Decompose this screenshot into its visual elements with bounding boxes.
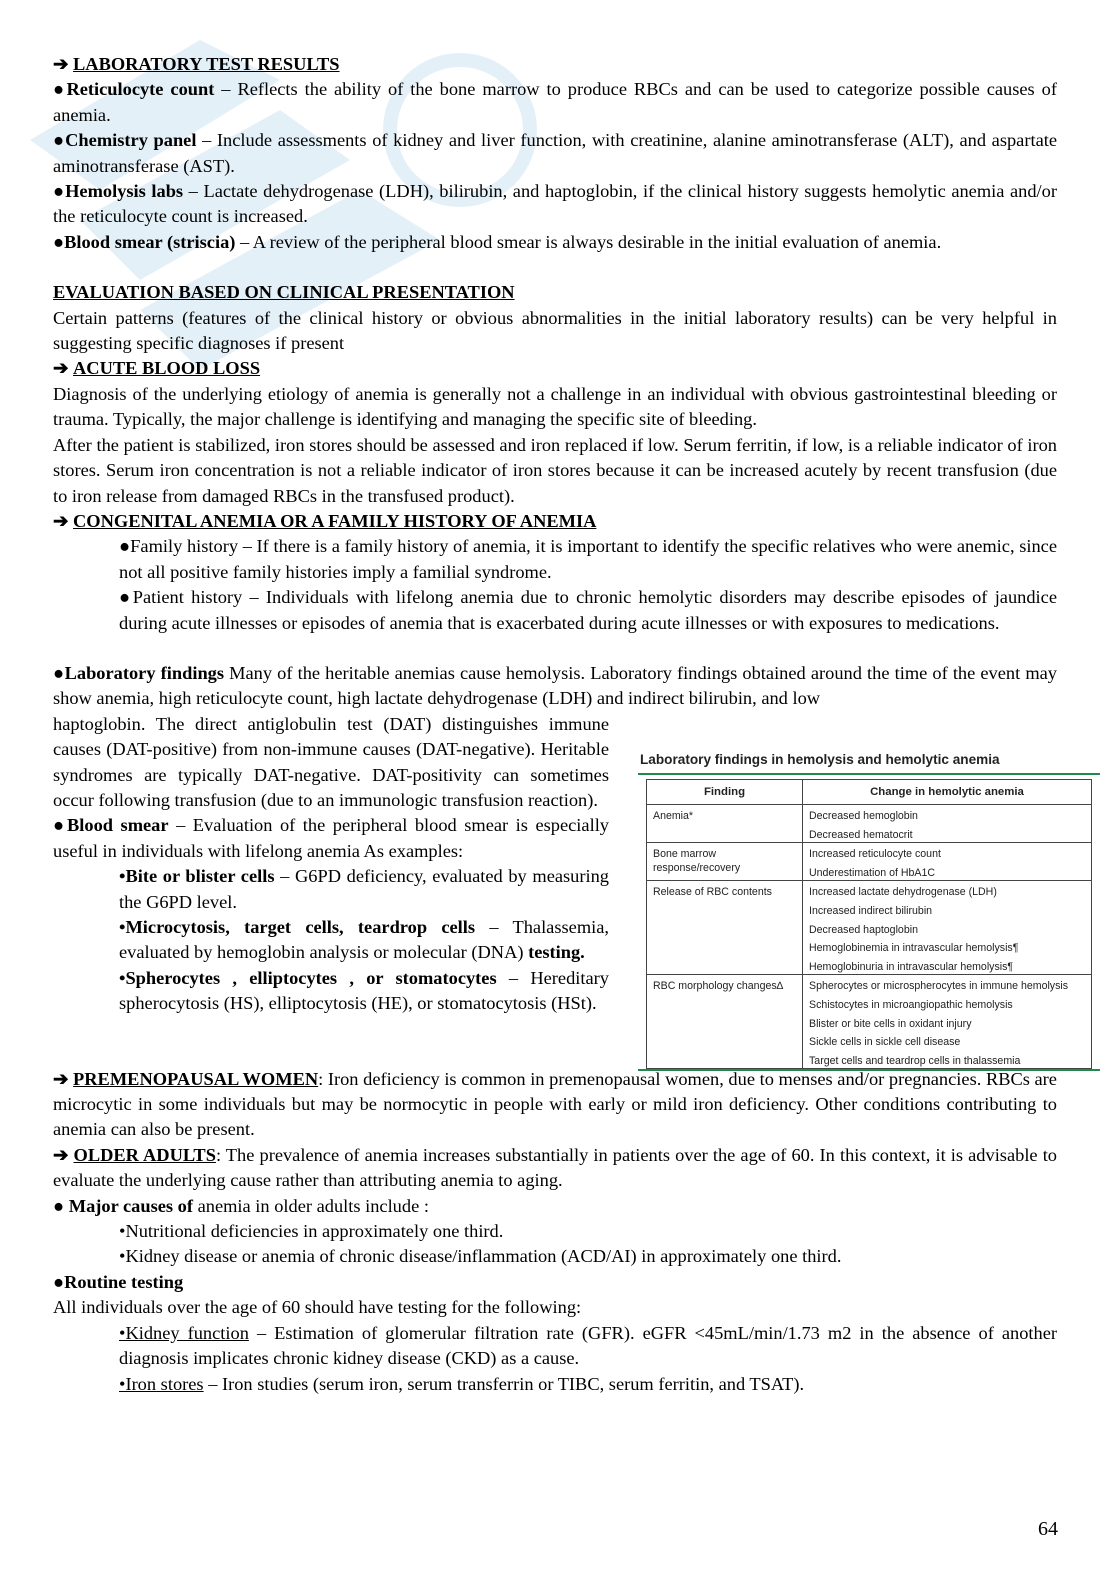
list-item: ●Reticulocyte count – Reflects the ability of the bone marrow to produce RBCs and can be used to categorize possible causes of anemia.: [53, 79, 1057, 125]
smear-example: •Spherocytes , elliptocytes , or stomatocytes – Hereditary spherocytosis (HS), elliptocytosis (HE), or stomatocytosis (HSt).: [119, 967, 609, 1014]
family-history: ●Family history – If there is a family history of anemia, it is important to identify the specific relatives who were anemic, since not all positive family histories imply a familial syndrome.: [119, 536, 1057, 582]
arrow-icon: ➔: [53, 510, 69, 531]
change-cell: Target cells and teardrop cells in thalassemia: [803, 1050, 1092, 1069]
list-item: ●Chemistry panel – Include assessments of kidney and liver function, with creatinine, alanine aminotransferase (ALT), and aspartate aminotransferase (AST).: [53, 130, 1058, 176]
smear-example: •Bite or blister cells – G6PD deficiency, evaluated by measuring the G6PD level.: [119, 866, 610, 912]
older-adults-section: ➔ OLDER ADULTS: The prevalence of anemia increases substantially in patients over the age of 60. In this context, it is advisable to evaluate the underlying cause rather than attributing anemia to aging.: [53, 1144, 1057, 1191]
change-cell: Increased lactate dehydrogenase (LDH): [803, 881, 1092, 900]
change-cell: Blister or bite cells in oxidant injury: [803, 1013, 1092, 1032]
blood-smear: ●Blood smear – Evaluation of the peripheral blood smear is especially useful in individuals with lifelong anemia As examples:: [53, 815, 609, 861]
laboratory-findings-cont: haptoglobin. The direct antiglobulin test (DAT) distinguishes immune causes (DAT-positive) from non-immune causes (DAT-negative). Heritable syndromes are typically DAT-negative. DAT-positivity can sometimes occur following transfusion (due to an immunologic transfusion reaction).: [53, 713, 609, 810]
laboratory-findings: ●Laboratory findings Many of the heritable anemias cause hemolysis. Laboratory findings obtained around the time of the event may show anemia, high reticulocyte count, high lactate dehydrogenase (LDH) and indirect bilirubin, and low: [53, 662, 1057, 709]
list-item: ●Blood smear (striscia) – A review of the peripheral blood smear is always desirable in the initial evaluation of anemia.: [53, 231, 942, 252]
change-cell: Decreased hemoglobin: [803, 805, 1092, 824]
change-cell: Decreased haptoglobin: [803, 919, 1092, 938]
change-cell: Hemoglobinemia in intravascular hemolysis¶: [803, 937, 1092, 956]
figure-title: Laboratory findings in hemolysis and hemolytic anemia: [640, 752, 1000, 767]
acute-heading: ➔ ACUTE BLOOD LOSS: [53, 358, 261, 379]
change-cell: Hemoglobinuria in intravascular hemolysis¶: [803, 956, 1092, 975]
arrow-icon: ➔: [53, 1144, 69, 1165]
change-cell: Schistocytes in microangiopathic hemolysis: [803, 994, 1092, 1013]
finding-cell: RBC morphology changes∆: [647, 975, 803, 1069]
change-cell: Increased indirect bilirubin: [803, 900, 1092, 919]
test-item: •Kidney function – Estimation of glomerular filtration rate (GFR). eGFR <45mL/min/1.73 m2 in the absence of another diagnosis implicates chronic kidney disease (CKD) as a cause.: [119, 1322, 1057, 1369]
arrow-icon: ➔: [53, 358, 69, 379]
change-cell: Increased reticulocyte count: [803, 843, 1092, 862]
test-item: •Iron stores – Iron studies (serum iron, serum transferrin or TIBC, serum ferritin, and TSAT).: [119, 1373, 805, 1394]
change-cell: Spherocytes or microspherocytes in immune hemolysis: [803, 975, 1092, 994]
table-row: [647, 843, 1092, 862]
column-header-change: Change in hemolytic anemia: [803, 780, 1092, 805]
congenital-heading: ➔ CONGENITAL ANEMIA OR A FAMILY HISTORY OF ANEMIA: [53, 510, 597, 531]
document-page: [53, 52, 1057, 1397]
change-cell: Decreased hematocrit: [803, 824, 1092, 843]
change-cell: Underestimation of HbA1C: [803, 862, 1092, 881]
finding-cell: Release of RBC contents: [647, 881, 803, 975]
column-header-finding: Finding: [647, 780, 803, 805]
table-row: [647, 975, 1092, 994]
left-column: [53, 712, 609, 1017]
hemolysis-findings-figure: [638, 750, 1100, 1071]
findings-table: [646, 779, 1092, 1069]
page-number: 64: [1038, 1518, 1058, 1540]
cause-item: •Nutritional deficiencies in approximately one third.: [119, 1221, 504, 1242]
major-causes: ● Major causes of anemia in older adults include :: [53, 1195, 429, 1216]
cause-item: •Kidney disease or anemia of chronic disease/inflammation (ACD/AI) in approximately one third.: [119, 1246, 842, 1267]
table-row: [647, 881, 1092, 900]
finding-cell: Bone marrow response/recovery: [647, 843, 803, 881]
finding-cell: Anemia*: [647, 805, 803, 843]
arrow-icon: ➔: [53, 54, 69, 74]
patient-history: ●Patient history – Individuals with lifelong anemia due to chronic hemolytic disorders may describe episodes of jaundice during acute illnesses or episodes of anemia that is exacerbated during acute illnesses or with exposures to medications.: [119, 587, 1057, 633]
routine-testing-heading: ●Routine testing: [53, 1271, 184, 1292]
change-cell: Sickle cells in sickle cell disease: [803, 1031, 1092, 1050]
list-item: ●Hemolysis labs – Lactate dehydrogenase (LDH), bilirubin, and haptoglobin, if the clinical history suggests hemolytic anemia and/or the reticulocyte count is increased.: [53, 181, 1057, 227]
table-row: [647, 805, 1092, 824]
figure-top-rule: [638, 773, 1100, 775]
lab-results-heading: ➔ LABORATORY TEST RESULTS: [53, 54, 340, 74]
acute-paragraph-2: After the patient is stabilized, iron stores should be assessed and iron replaced if low. Serum ferritin, if low, is a reliable indicator of iron stores. Serum iron concentration is not a reliable indicator of iron stores because it can be increased acutely by recent transfusion (due to iron release from damaged RBCs in the transfused product).: [53, 434, 1057, 506]
routine-testing-intro: All individuals over the age of 60 should have testing for the following:: [53, 1297, 582, 1318]
evaluation-intro: Certain patterns (features of the clinical history or obvious abnormalities in the initial laboratory results) can be very helpful in suggesting specific diagnoses if present: [53, 307, 1057, 354]
premenopausal-section: ➔ PREMENOPAUSAL WOMEN: Iron deficiency is common in premenopausal women, due to menses and/or pregnancies. RBCs are microcytic in some individuals but may be normocytic in people with early or mild iron deficiency. Other conditions contributing to anemia can also be present.: [53, 1068, 1057, 1140]
smear-example: •Microcytosis, target cells, teardrop cells – Thalassemia, evaluated by hemoglobin analysis or molecular (DNA) testing.: [119, 917, 610, 963]
acute-paragraph-1: Diagnosis of the underlying etiology of anemia is generally not a challenge in an individual with obvious gastrointestinal bleeding or trauma. Typically, the major challenge is identifying and managing the specific site of bleeding.: [53, 383, 1057, 430]
figure-bottom-rule: [638, 1069, 1100, 1071]
evaluation-heading: EVALUATION BASED ON CLINICAL PRESENTATION: [53, 282, 515, 303]
arrow-icon: ➔: [53, 1068, 69, 1089]
